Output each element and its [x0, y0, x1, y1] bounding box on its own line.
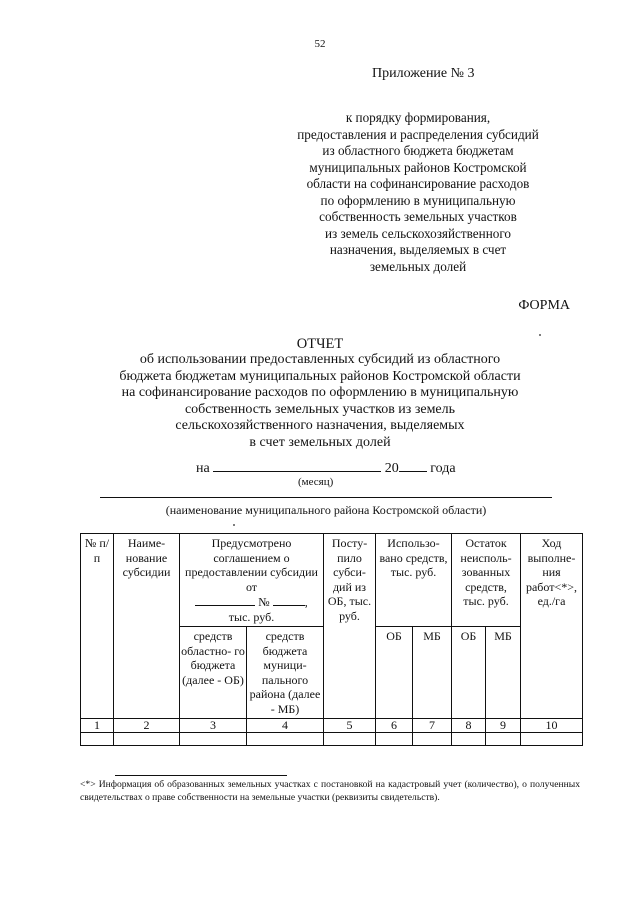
column-number: 3 — [180, 719, 247, 733]
table-cell[interactable] — [81, 733, 114, 746]
table-cell[interactable] — [247, 733, 324, 746]
column-number: 2 — [114, 719, 180, 733]
table-cell[interactable] — [521, 733, 583, 746]
table-cell[interactable] — [486, 733, 521, 746]
column-number: 5 — [324, 719, 376, 733]
appendix-title: Приложение № 3 — [372, 66, 475, 81]
report-line: об использовании предоставленных субсидий из областного — [139, 352, 501, 367]
report-title: ОТЧЕТ — [296, 336, 344, 352]
col-planned-header: Предусмотрено соглашением о предоставлении субсидии от № , тыс. руб. — [180, 534, 324, 627]
appendix-line: предоставления и распределения субсидий — [297, 126, 539, 142]
footnote-divider — [115, 775, 287, 776]
appendix-line: земельных долей — [369, 258, 467, 274]
agreement-number-blank[interactable] — [273, 594, 305, 606]
date-prefix: на — [196, 461, 210, 476]
col-remainder-ob-header: ОБ — [452, 627, 486, 719]
col-municipal-budget-header: средств бюджета муници- пального района (далее - МБ) — [247, 627, 324, 719]
report-line: на софинансирование расходов по оформлению в муниципальную — [121, 385, 519, 401]
table-header-row — [81, 534, 583, 627]
report-line: бюджета бюджетам муниципальных районов Костромской области — [119, 368, 521, 384]
appendix-line: области на софинансирование расходов — [306, 176, 530, 191]
report-table — [80, 533, 583, 746]
year-blank[interactable] — [399, 458, 427, 472]
district-blank[interactable] — [100, 497, 552, 498]
date-year: 20 — [384, 461, 399, 476]
table-cell[interactable] — [376, 733, 413, 746]
column-number: 9 — [486, 719, 521, 733]
col-remainder-mb-header: МБ — [486, 627, 521, 719]
report-subtitle — [80, 352, 560, 452]
col-subsidy-name-header: Наиме- нование субсидии — [114, 534, 180, 719]
table-cell[interactable] — [114, 733, 180, 746]
appendix-description — [268, 110, 568, 275]
column-number: 1 — [81, 719, 114, 733]
col-used-mb-header: МБ — [413, 627, 452, 719]
column-number: 4 — [247, 719, 324, 733]
report-line: в счет земельных долей — [249, 434, 391, 450]
month-blank[interactable] — [213, 458, 381, 472]
month-caption: (месяц) — [298, 476, 334, 488]
table-cell[interactable] — [413, 733, 452, 746]
agreement-date-blank[interactable] — [195, 594, 255, 606]
date-suffix: года — [430, 461, 456, 476]
footnote: <*> Информация об образованных земельных участках с постановкой на кадастровый учет (количество), о полученных свидетельствах о праве собственности на земельные участки (реквизиты свидетельств). — [80, 779, 580, 803]
column-number: 10 — [521, 719, 583, 733]
appendix-line: собственность земельных участков — [319, 209, 517, 224]
scan-speck — [233, 524, 235, 526]
district-caption: (наименование муниципального района Костромской области) — [165, 503, 487, 517]
column-number-row — [81, 719, 583, 733]
page-number: 52 — [314, 38, 326, 50]
col-used-header: Использо- вано средств, тыс. руб. — [376, 534, 452, 627]
appendix-line: назначения, выделяемых в счет — [329, 242, 507, 257]
column-number: 8 — [452, 719, 486, 733]
report-date-line — [196, 458, 456, 477]
form-label: ФОРМА — [518, 298, 570, 313]
appendix-line: из областного бюджета бюджетам — [322, 143, 514, 158]
col-progress-header: Ход выполне- ния работ<*>, ед./га — [521, 534, 583, 719]
col-used-ob-header: ОБ — [376, 627, 413, 719]
table-cell[interactable] — [452, 733, 486, 746]
col-number-header: № п/п — [81, 534, 114, 719]
report-line: собственность земельных участков из земель — [184, 401, 456, 417]
col-regional-budget-header: средств областно- го бюджета (далее - ОБ) — [180, 627, 247, 719]
appendix-line: по оформлению в муниципальную — [320, 192, 516, 208]
appendix-line: к порядку формирования, — [345, 110, 491, 125]
appendix-line: из земель сельскохозяйственного — [324, 225, 512, 241]
table-cell[interactable] — [324, 733, 376, 746]
table-cell[interactable] — [180, 733, 247, 746]
appendix-line: муниципальных районов Костромской — [309, 159, 527, 175]
col-received-header: Посту- пило субси- дий из ОБ, тыс. руб. — [324, 534, 376, 719]
column-number: 6 — [376, 719, 413, 733]
col-remainder-header: Остаток неисполь- зованных средств, тыс. руб. — [452, 534, 521, 627]
report-line: сельскохозяйственного назначения, выделяемых — [175, 418, 465, 434]
column-number: 7 — [413, 719, 452, 733]
table-empty-row — [81, 733, 583, 746]
